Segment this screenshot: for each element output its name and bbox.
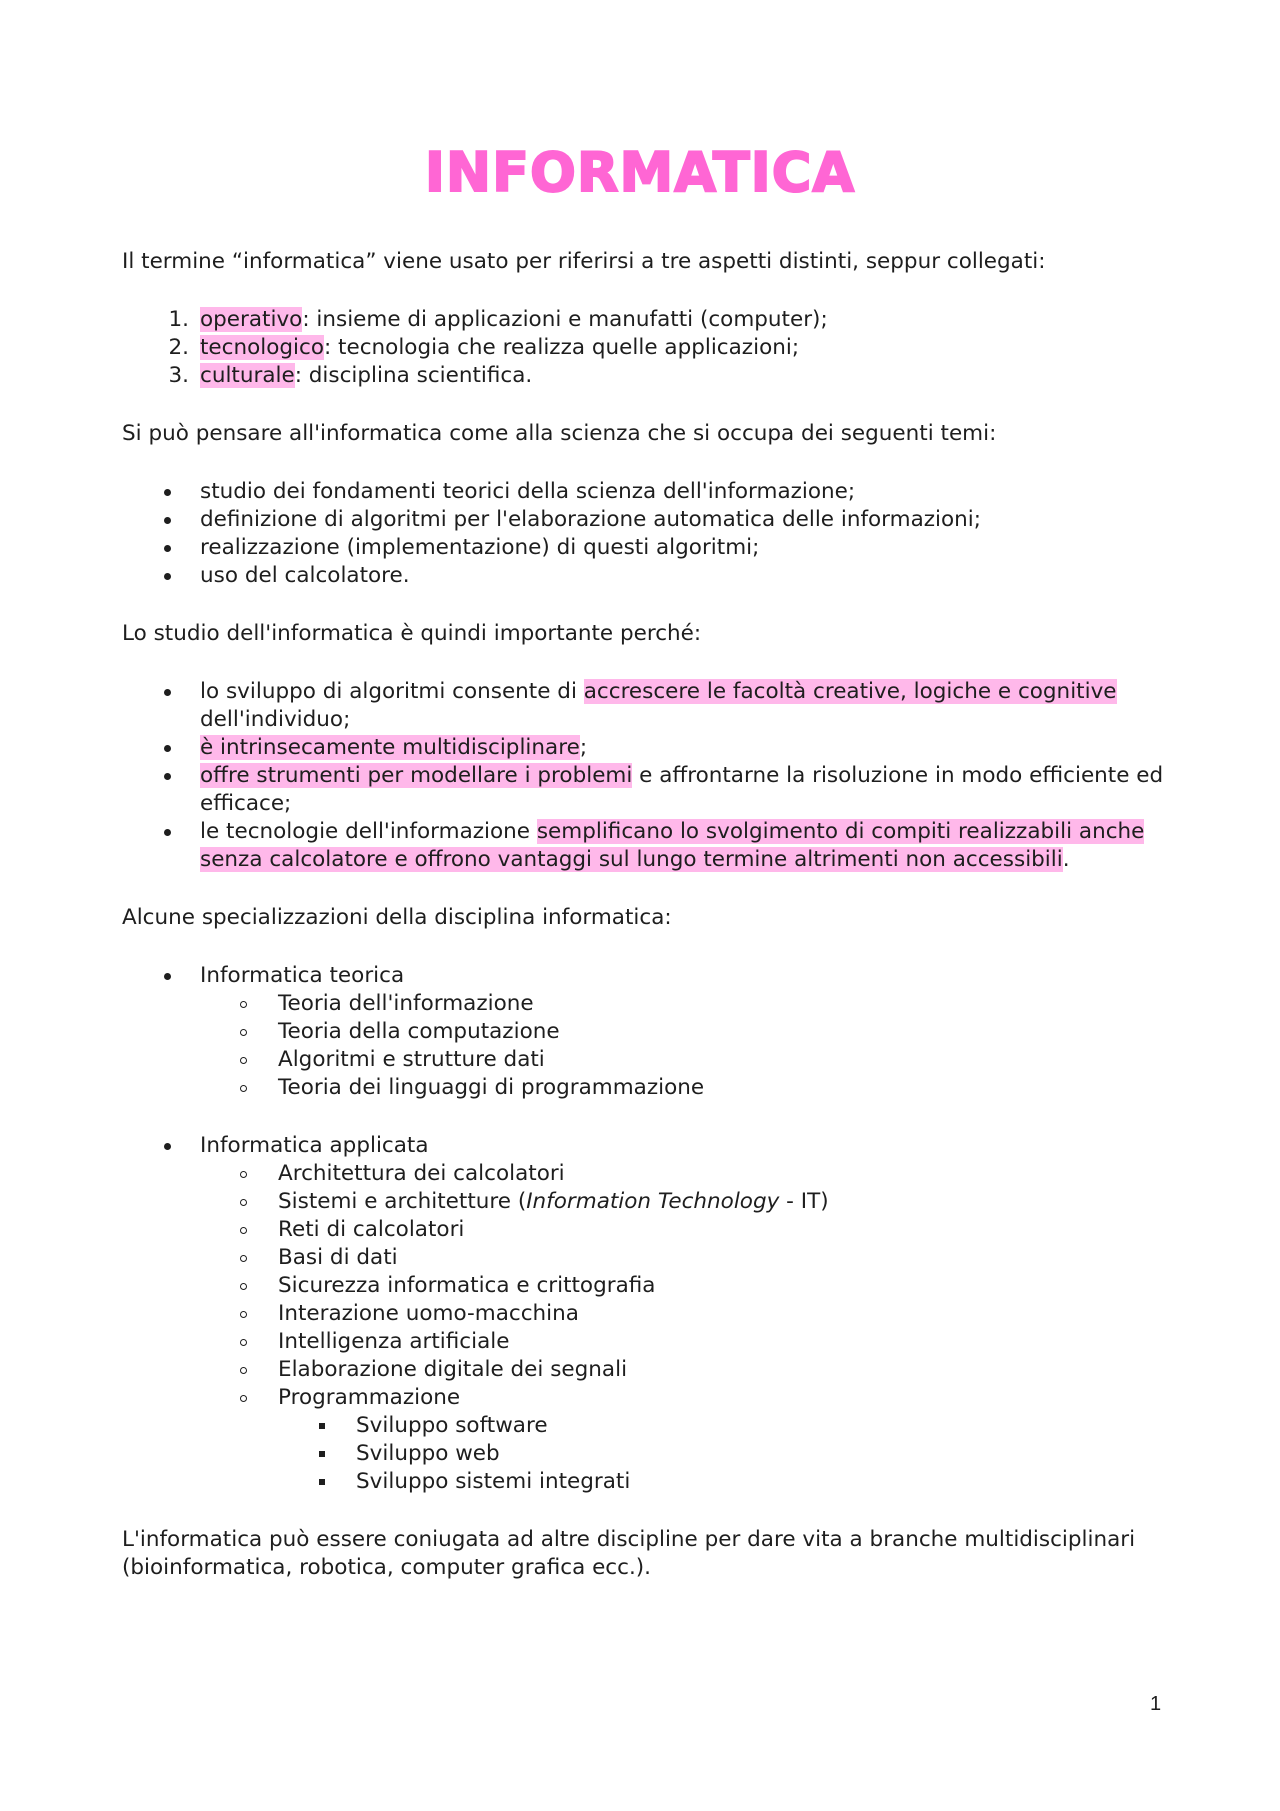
list-item: definizione di algoritmi per l'elaborazione automatica delle informazioni;	[122, 506, 1172, 534]
circle-bullet-icon	[240, 1199, 247, 1206]
highlighted-text: offre strumenti per modellare i problemi	[200, 763, 633, 788]
intro-paragraph: Il termine “informatica” viene usato per riferirsi a tre aspetti distinti, seppur collegati:	[122, 249, 1046, 274]
sub-sub-list-item: Sviluppo web	[122, 1440, 1172, 1468]
square-bullet-icon	[319, 1479, 325, 1485]
bullet-icon	[164, 1143, 171, 1150]
bullet-icon	[164, 973, 171, 980]
applied-section	[122, 1132, 1172, 1496]
highlighted-term: culturale	[200, 363, 295, 388]
list-item: uso del calcolatore.	[122, 562, 1172, 590]
circle-bullet-icon	[240, 1367, 247, 1374]
sub-list-item: Sicurezza informatica e crittografia	[122, 1272, 1172, 1300]
specializations-intro-paragraph: Alcune specializzazioni della disciplina informatica:	[122, 905, 672, 930]
page-title: INFORMATICA	[424, 141, 856, 204]
highlighted-term: operativo	[200, 307, 303, 332]
science-intro-paragraph: Si può pensare all'informatica come alla scienza che si occupa dei seguenti temi:	[122, 421, 997, 446]
conclusion-paragraph: L'informatica può essere coniugata ad altre discipline per dare vita a branche multidisciplinari (bioinformatica, robotica, computer grafica ecc.).	[122, 1527, 1136, 1580]
page-number: 1	[1150, 1693, 1162, 1715]
list-item: studio dei fondamenti teorici della scienza dell'informazione;	[122, 478, 1172, 506]
bullet-icon	[164, 745, 171, 752]
list-item: Informatica teorica	[122, 962, 1172, 990]
bullet-icon	[164, 829, 171, 836]
circle-bullet-icon	[240, 1057, 247, 1064]
bullet-icon	[164, 689, 171, 696]
circle-bullet-icon	[240, 1227, 247, 1234]
list-item: offre strumenti per modellare i problemi e affrontarne la risoluzione in modo efficiente ed efficace;	[122, 762, 1172, 818]
sub-list-item: Teoria dell'informazione	[122, 990, 1172, 1018]
sub-list-item: Programmazione	[122, 1384, 1172, 1412]
highlighted-text: semplificano lo svolgimento di compiti realizzabili anche senza calcolatore e offrono vantaggi sul lungo termine altrimenti non accessibili	[200, 819, 1145, 872]
sub-list-item: Reti di calcolatori	[122, 1216, 1172, 1244]
sub-list-item: Interazione uomo-macchina	[122, 1300, 1172, 1328]
theoretical-section	[122, 962, 1172, 1102]
sub-list-item: Teoria dei linguaggi di programmazione	[122, 1074, 1172, 1102]
sub-list-item: Sistemi e architetture (Information Technology - IT)	[122, 1188, 1172, 1216]
square-bullet-icon	[319, 1423, 325, 1429]
list-item: 2. tecnologico: tecnologia che realizza quelle applicazioni;	[168, 335, 800, 360]
circle-bullet-icon	[240, 1001, 247, 1008]
circle-bullet-icon	[240, 1029, 247, 1036]
sub-list-item: Intelligenza artificiale	[122, 1328, 1172, 1356]
square-bullet-icon	[319, 1451, 325, 1457]
highlighted-text: accrescere le facoltà creative, logiche e cognitive	[583, 679, 1117, 704]
circle-bullet-icon	[240, 1255, 247, 1262]
bullet-icon	[164, 773, 171, 780]
sub-list-item: Basi di dati	[122, 1244, 1172, 1272]
document-body	[122, 248, 1172, 1582]
sub-sub-list-item: Sviluppo software	[122, 1412, 1172, 1440]
importance-intro-paragraph: Lo studio dell'informatica è quindi importante perché:	[122, 621, 702, 646]
bullet-icon	[164, 573, 171, 580]
list-item: lo sviluppo di algoritmi consente di accrescere le facoltà creative, logiche e cognitive dell'individuo;	[122, 678, 1172, 734]
sub-sub-list-item: Sviluppo sistemi integrati	[122, 1468, 1172, 1496]
bullet-icon	[164, 545, 171, 552]
circle-bullet-icon	[240, 1085, 247, 1092]
bullet-icon	[164, 489, 171, 496]
sub-list-item: Architettura dei calcolatori	[122, 1160, 1172, 1188]
highlighted-text: è intrinsecamente multidisciplinare	[200, 735, 580, 760]
list-item: Informatica applicata	[122, 1132, 1172, 1160]
highlighted-term: tecnologico	[200, 335, 324, 360]
circle-bullet-icon	[240, 1171, 247, 1178]
bullet-icon	[164, 517, 171, 524]
aspects-list	[122, 306, 1172, 390]
circle-bullet-icon	[240, 1311, 247, 1318]
sub-list-item: Teoria della computazione	[122, 1018, 1172, 1046]
circle-bullet-icon	[240, 1339, 247, 1346]
sub-list-item: Algoritmi e strutture dati	[122, 1046, 1172, 1074]
themes-list	[122, 478, 1172, 590]
sub-list-item: Elaborazione digitale dei segnali	[122, 1356, 1172, 1384]
circle-bullet-icon	[240, 1283, 247, 1290]
importance-list	[122, 678, 1172, 874]
list-item: realizzazione (implementazione) di questi algoritmi;	[122, 534, 1172, 562]
list-item: le tecnologie dell'informazione semplificano lo svolgimento di compiti realizzabili anche senza calcolatore e offrono vantaggi sul lungo termine altrimenti non accessibili.	[122, 818, 1172, 874]
list-item: 1. operativo: insieme di applicazioni e manufatti (computer);	[168, 307, 828, 332]
list-item: 3. culturale: disciplina scientifica.	[168, 363, 533, 388]
circle-bullet-icon	[240, 1395, 247, 1402]
list-item: è intrinsecamente multidisciplinare;	[122, 734, 1172, 762]
